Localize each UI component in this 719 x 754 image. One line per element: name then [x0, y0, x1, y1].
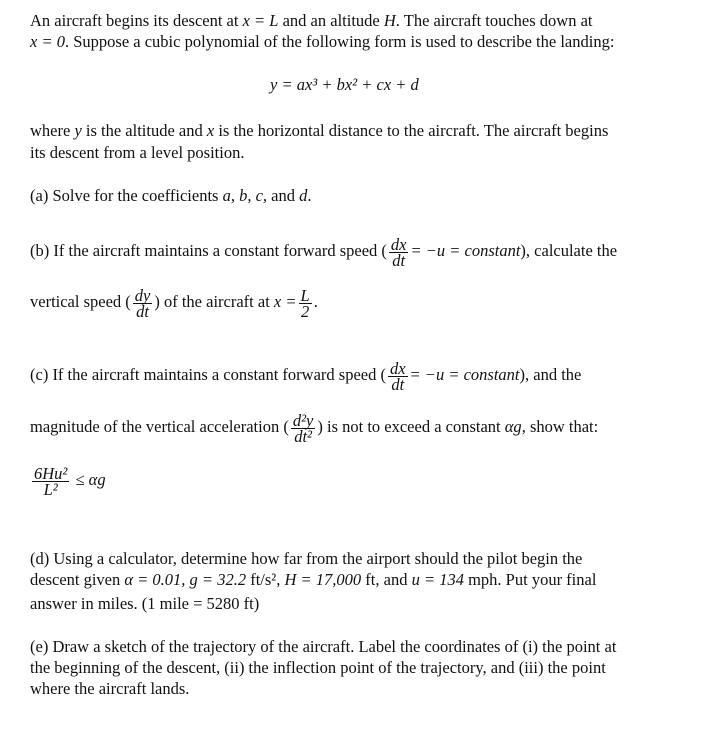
part-b-text-c: vertical speed ( [30, 292, 131, 311]
intro-text-a: An aircraft begins its descent at [30, 11, 239, 30]
part-c-line-2 [30, 408, 598, 446]
frac-num: L [300, 285, 310, 305]
part-d-line-2 [30, 570, 596, 590]
part-e-line-3: where the aircraft lands. [30, 679, 190, 698]
part-b-end: . [313, 292, 318, 311]
part-c-eq: = −u = constant [409, 365, 520, 384]
part-d-units2: ft, and [365, 570, 408, 589]
frac-den: L² [43, 479, 58, 499]
part-d-H-eq: H = 17,000 [284, 570, 362, 589]
intro-text-d: . Suppose a cubic polynomial of the following form is used to describe the landing: [64, 32, 615, 51]
cubic-equation: y = ax³ + bx² + cx + d [270, 75, 419, 94]
intro-text-b: and an altitude [282, 11, 380, 30]
where-line-2: its descent from a level position. [30, 143, 245, 162]
part-b-x-eq: x = [273, 292, 297, 311]
frac-den: dt [391, 374, 405, 394]
part-c-text-a: (c) If the aircraft maintains a constant forward speed ( [30, 365, 386, 384]
frac-den: dt² [294, 426, 312, 446]
intro-line-2 [30, 32, 614, 52]
part-d-units3: mph. Put your final [468, 570, 597, 589]
part-a-d: d [299, 186, 308, 205]
where-x: x [206, 121, 215, 140]
part-b-line-2 [30, 283, 318, 321]
where-text-c: is the horizontal distance to the aircraft. The aircraft begins [218, 121, 609, 140]
where-word: where [30, 121, 71, 140]
part-d-u-eq: u = 134 [411, 570, 464, 589]
part-a-end: . [307, 186, 312, 205]
dx-dt-fraction-c [388, 358, 408, 394]
where-text-b: is the altitude and [85, 121, 203, 140]
part-b-text-b: ), calculate the [520, 241, 618, 260]
part-b-eq: = −u = constant [410, 241, 521, 260]
part-e-line-2: the beginning of the descent, (ii) the inflection point of the trajectory, and (iii) the point [30, 658, 606, 677]
part-e-line-1: (e) Draw a sketch of the trajectory of the aircraft. Label the coordinates of (i) the point at [30, 637, 617, 656]
where-y: y [74, 121, 82, 140]
d2y-dt2-fraction [291, 410, 316, 446]
part-a [30, 186, 311, 206]
where-line-1 [30, 121, 608, 141]
L-over-2-fraction [299, 285, 312, 321]
frac-num: dx [390, 234, 407, 254]
intro-x-eq-0: x = 0 [30, 32, 65, 51]
part-b-text-d: ) of the aircraft at [154, 292, 270, 311]
frac-den: dt [136, 301, 149, 321]
frac-den: 2 [300, 301, 310, 321]
dy-dt-fraction [133, 285, 153, 321]
intro-line-1 [30, 11, 593, 31]
part-c-text-c: magnitude of the vertical acceleration ( [30, 417, 289, 436]
part-d-line-3: answer in miles. (1 mile = 5280 ft) [30, 594, 260, 613]
frac-num: d²y [292, 410, 314, 430]
inequality-rhs: ≤ αg [75, 470, 106, 489]
part-d-line-1: (d) Using a calculator, determine how far from the airport should the pilot begin the [30, 549, 583, 568]
part-c-alpha-g: αg [504, 417, 522, 436]
part-a-text: (a) Solve for the coefficients [30, 186, 219, 205]
intro-text-c: . The aircraft touches down at [395, 11, 593, 30]
part-c-text-b: ), and the [519, 365, 582, 384]
part-b-line-1 [30, 232, 617, 270]
part-d-units1: ft/s², [250, 570, 281, 589]
part-d-text-a: descent given [30, 570, 121, 589]
frac-num: 6Hu² [34, 463, 68, 483]
intro-x-eq-L: x = L [242, 11, 279, 30]
frac-den: dt [392, 250, 406, 270]
part-a-vars: a, b, c, [222, 186, 268, 205]
6Hu2-over-L2-fraction [32, 463, 69, 499]
part-a-and: and [271, 186, 295, 205]
part-c-line-1 [30, 356, 581, 394]
frac-num: dx [389, 358, 406, 378]
part-b-text-a: (b) If the aircraft maintains a constant forward speed ( [30, 241, 387, 260]
frac-num: dy [134, 285, 151, 305]
part-c-text-d: ) is not to exceed a constant [317, 417, 501, 436]
part-c-inequality [30, 460, 106, 500]
part-d-params: α = 0.01, g = 32.2 [124, 570, 247, 589]
dx-dt-fraction [389, 234, 409, 270]
intro-H: H [383, 11, 396, 30]
part-c-text-e: , show that: [521, 417, 599, 436]
